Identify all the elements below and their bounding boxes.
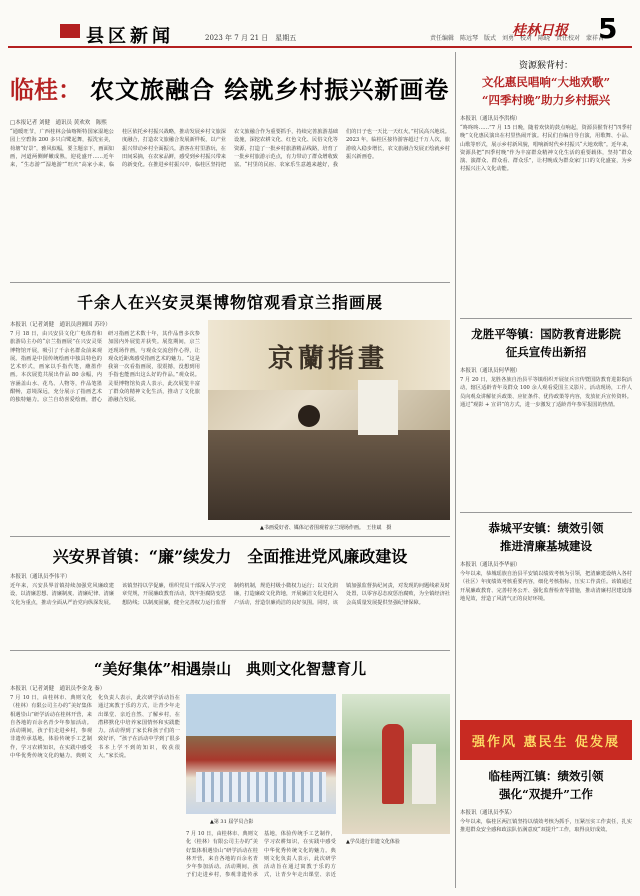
story2-byline: 本报讯（记者刘健 通讯员唐湘国 苏玲） — [10, 322, 111, 328]
exhibit-title-text: 京蘭指畫 — [268, 344, 389, 374]
story3-title: 兴安界首镇：“廉”续发力 全面推进党风廉政建设 — [52, 547, 408, 566]
divider — [460, 318, 632, 319]
group-photo — [186, 694, 336, 814]
right4-title-2: 强化“双提升”工作 — [499, 787, 593, 801]
paper-logo: 桂林日报 — [512, 23, 568, 39]
page-number: 5 — [598, 12, 618, 45]
right2-title-2: 征兵宣传出新招 — [505, 345, 587, 359]
lead-label: 临桂： — [10, 75, 82, 104]
crowd — [208, 430, 450, 520]
right4-byline: 本报讯（通讯员李某） — [460, 810, 516, 816]
issue-date: 2023 年 7 月 21 日 星期五 — [205, 34, 297, 42]
painting-paper — [358, 380, 398, 435]
lead-title: 农文旅融合 绘就乡村振兴新画卷 — [90, 75, 450, 104]
story4-byline: 本报讯（记者刘健 通讯员李金龙 秦） — [10, 686, 106, 692]
right3-title-2: 推进清廉基城建设 — [500, 539, 592, 553]
story2-caption: ▲书画爱好者、媒体记者围观着京兰现场作画。 王佳斌 摄 — [260, 525, 392, 531]
right-story-1 — [460, 58, 632, 310]
right1-title-2: “四季村晚”助力乡村振兴 — [481, 93, 611, 107]
story2-photo — [208, 320, 450, 520]
right3-title-1: 恭城平安镇：绩效引领 — [488, 521, 604, 535]
students-row — [196, 772, 326, 802]
right4-body: 今年以来，临桂区两江镇坚持以绩效考核为抓手，压紧压实工作责任，扎实推进群众安全感和政法队伍满意度“双提升”工作，取得良好成效。 — [460, 819, 632, 834]
painter-head — [298, 405, 320, 427]
right3-body: 今年以来，恭城瑶族自治县平安镇以绩效考核为引领，把清廉建设纳入各村（社区）年度绩效考核重要内容，细化考核指标，压实工作责任。该镇通过开展廉政教育、完善村务公开、强化监督检查等措施，推动清廉村居建设落地见效，营造了风清气正的良好环境。 — [460, 571, 632, 602]
divider — [10, 282, 450, 283]
girl-figure — [382, 724, 404, 804]
story4-body: 7 月 10 日，由桂林市、典则文化（桂林）有限公司主办的“美好集体相遇崇山”研学活动在桂林开营，来自各地的百余名青少年参加活动。活动期间，孩子们走进乡村，参观非遗传承基地，体验传统手工艺制作，学习农耕知识，在实践中感受中华优秀传统文化的魅力。典则文化负责人表示，此次研学活动旨在通过寓教于乐的方式，让青少年走出课堂、亲近自然、了解乡村，在潜移默化中培养家国情怀和实践能力。活动得到了家长和孩子们的一致好评，“孩子在活动中学到了很多书本上学不到的知识，收获很大。”家长说。 — [10, 695, 180, 760]
divider — [10, 536, 450, 537]
right4-title-1: 临桂两江镇：绩效引领 — [488, 769, 604, 783]
story3-byline: 本报讯（通讯员李伟平） — [10, 574, 71, 580]
right1-byline: 本报讯（通讯员李洪梅） — [460, 116, 521, 122]
divider — [460, 512, 632, 513]
slogan-banner — [460, 720, 632, 760]
right2-body: 7 月 20 日，龙胜各族自治县平等镇组织开展征兵宣传暨国防教育进影院活动，辖区适龄青年及群众 100 余人观看爱国主义影片。活动现场，工作人员向观众讲解征兵政策、应征条件、优待政策等内容，发放征兵宣传资料。通过“观影 + 宣讲”的方式，进一步激发了适龄青年参军报国的热情。 — [460, 377, 632, 408]
photo-caption-1: ▲第 31 届学员合影 — [210, 819, 254, 825]
right3-byline: 本报讯（通讯员李华丽） — [460, 562, 521, 568]
culture-photo — [342, 694, 450, 834]
story4-title: “美好集体”相遇崇山 典则文化智慧育儿 — [93, 660, 367, 678]
slogan-text: 强作风 惠民生 促发展 — [471, 734, 621, 750]
lead-body: “通暖旺节，广西桂林会仙喀斯特国家湿地公园上空碧海 200 多只白鹭起舞，振洗室美，荷塘“好景”，雅风似幅，要主题亲下，画面如画，河道两侧鲜嫩成熟，迎花盛开……近年来，“生态游”“湿地游”“旺庆”高家小来，临桂区依托乡村振兴战略，推动发展乡村文旅深度融合，打造农文旅融合发展新样板，以产业振兴带动乡村全面振兴。游客在村里游玩，在田间采摘，在农家品鲜，感受到乡村振兴带来的新变化。在推进乡村振兴中，临桂区坚持把农文旅融合作为重要抓手，持续完善旅游基础设施，深挖农耕文化、红色文化、民俗文化等资源，打造了一批乡村旅游精品线路，培育了一批乡村旅游示范点，有力带动了群众增收致富。“村里的民宿、农家乐生意越来越好，我们的日子也一天比一天红火。”村民高兴地说。2023 年，临桂区接待游客超过千万人次，旅游收入稳步增长，农文旅融合发展正绘就乡村振兴新画卷。 — [10, 129, 450, 169]
story2-title: 千余人在兴安灵渠博物馆观看京兰指画展 — [76, 293, 383, 312]
lead-headline — [10, 68, 450, 108]
right1-body: “咚咚咚……”7 月 15 日晚，随着欢快的鼓点响起，资源县猴背村“四季村晚”文化惠民演出在村里热闹开演。村民们自编自导自演，用歌舞、小品、山歌等形式，展示乡村新风貌，唱响新时代乡村振兴“大地欢歌”。近年来，资源县把“四季村晚”作为丰富群众精神文化生活的重要载体，坚持“群众演、演群众、群众看、群众乐”，让村晚成为群众家门口的文化盛宴，为乡村振兴注入文化动能。 — [460, 125, 632, 173]
editors-line: 责任编辑 陈远琴 版式 刘勇 校对 陈晓 责任校对 蒙祥吉 — [430, 35, 605, 42]
story4-body-continued: 7 月 10 日，由桂林市、典则文化（桂林）有限公司主办的“美好集体相遇崇山”研学活动在桂林开营，来自各地的百余名青少年参加活动。活动期间，孩子们走进乡村，参观非遗传承基地，体验传统手工艺制作，学习农耕知识，在实践中感受中华优秀传统文化的魅力。典则文化负责人表示，此次研学活动旨在通过寓教于乐的方式，让青少年走出课堂、亲近 — [186, 831, 336, 879]
section-title: 县区新闻 — [86, 26, 174, 47]
story2-body: 7 月 18 日，由兴安县文化广电体育和旅游局主办的“京兰指画展”在兴安灵渠博物馆开展，吸引了千余名群众前来观展。指画是中国传统绘画中独具特色的艺术形式，画家以手指代笔，蘸墨作画。本次展览共展出作品 80 余幅，内容涵盖山水、花鸟、人物等，作品笔墨酣畅，意境深远，充分展示了指画艺术的独特魅力。京兰自幼喜爱绘画，潜心研习指画艺术数十年，其作品曾多次参加国内外展览并获奖。展览期间，京兰还现场作画，与观众交流创作心得，让观众近距离感受指画艺术的魅力。“这是我第一次看指画展，很震撼，没想到用手指也能画出这么好的作品。”观众说。灵渠博物馆负责人表示，此次展览丰富了群众的精神文化生活，推动了文化旅游融合发展。 — [10, 331, 200, 404]
child-figure — [412, 744, 436, 804]
photo-caption-2: ▲学员进行非遗文化体验 — [346, 839, 400, 845]
section-marker — [60, 24, 80, 38]
lead-byline: □本报记者 刘健 通讯员 黄欢欢 陈熙 — [10, 120, 107, 126]
divider — [10, 650, 450, 651]
story3-body: 近年来，兴安县界首镇持续加强党风廉政建设，以清廉思想、清廉制度、清廉纪律、清廉文化为重点，推动全面从严治党向纵深发展。该镇坚持以学促廉，组织党员干部深入学习党章党规，开展廉政教育活动，筑牢拒腐防变思想防线；以制度固廉，健全完善权力运行监督制约机制，规范村级小微权力运行；以文化润廉，打造廉政文化阵地，开展廉洁文化进村入户活动，营造崇廉尚洁的良好氛围。同时，该镇加强监督执纪问责，对发现的问题线索及时处置，以零容忍态度惩治腐败，为全镇经济社会高质量发展提供坚强纪律保障。 — [10, 583, 450, 606]
right2-title-1: 龙胜平等镇：国防教育进影院 — [471, 327, 621, 341]
right1-kicker: 资源猴背村： — [518, 61, 573, 71]
right1-title-1: 文化惠民唱响“大地欢歌” — [481, 75, 611, 89]
column-divider — [455, 52, 456, 888]
right2-byline: 本报讯（通讯员何华刚） — [460, 368, 521, 374]
